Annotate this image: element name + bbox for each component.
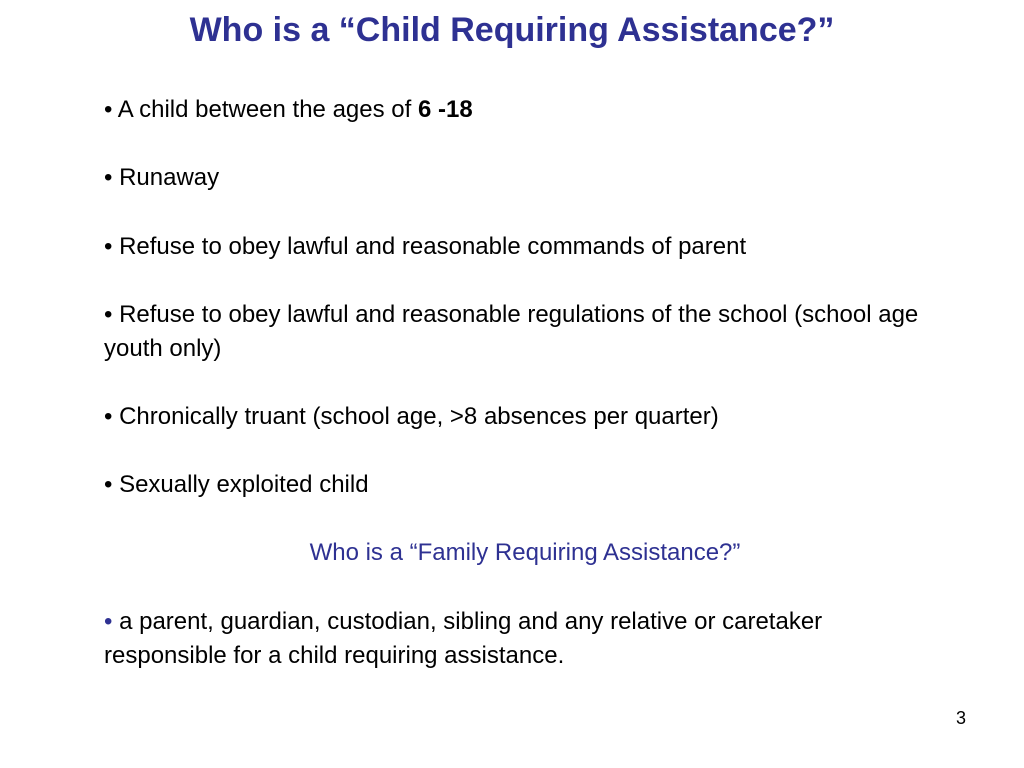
bullet-text: Refuse to obey lawful and reasonable commands of parent	[112, 233, 747, 260]
bullet-age-range	[104, 93, 934, 127]
bullet-runaway	[104, 161, 934, 195]
slide-title: Who is a “Child Requiring Assistance?”	[189, 11, 835, 49]
bullet-marker: •	[104, 403, 113, 430]
bullet-marker: •	[104, 164, 113, 191]
bullet-family-definition	[104, 605, 934, 673]
bullet-school-regulations	[104, 298, 934, 366]
family-subtitle: Who is a “Family Requiring Assistance?”	[309, 539, 741, 566]
bullet-text: Runaway	[112, 164, 220, 191]
bullet-marker: •	[104, 96, 113, 123]
bullet-marker: •	[104, 471, 113, 498]
bullet-marker: •	[104, 301, 113, 328]
bullet-marker: •	[104, 608, 113, 635]
bullet-text: Chronically truant (school age, >8 absences per quarter)	[112, 403, 719, 430]
bullet-truant	[104, 400, 934, 434]
bullet-marker: •	[104, 233, 113, 260]
bullet-text: Sexually exploited child	[112, 471, 369, 498]
bullet-parent-commands	[104, 230, 934, 264]
bullet-text: Refuse to obey lawful and reasonable regulations of the school (school age youth only)	[104, 301, 919, 362]
bullet-text: A child between the ages of	[112, 96, 418, 123]
bullet-text: a parent, guardian, custodian, sibling and any relative or caretaker responsible for a child requiring assistance.	[104, 608, 823, 669]
bullet-exploited	[104, 468, 934, 502]
age-range-value: 6 -18	[417, 96, 473, 123]
page-number: 3	[955, 708, 966, 728]
